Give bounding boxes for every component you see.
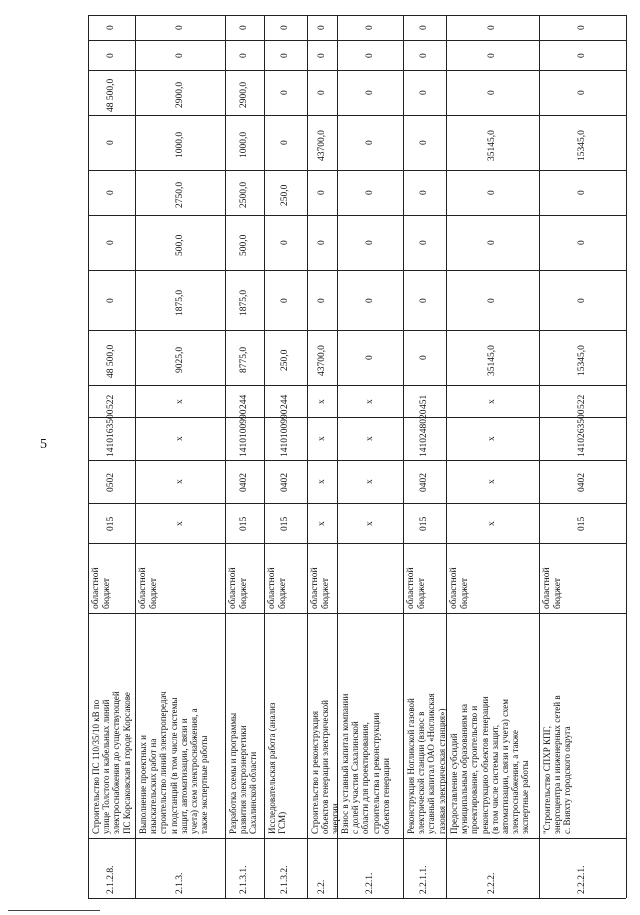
table-grid-line	[135, 15, 136, 898]
cell-name: Предоставление субсидий муниципальным образованиям на проектирование, строительство и реконструкцию объектов генерации (в том числе системы защит, автоматизации, связи и учета) схем электроснабжения, а также экспертные работы	[449, 696, 531, 834]
cell-y7: 0	[364, 25, 375, 31]
cell-y3: 0	[106, 190, 116, 196]
cell-y1: 0	[364, 297, 375, 303]
cell-c1: 015	[280, 516, 290, 531]
cell-y2: 0	[487, 240, 497, 246]
table-grid-line	[88, 15, 626, 16]
table-grid-line	[88, 215, 626, 216]
cell-source: областной бюджет	[310, 567, 331, 609]
cell-c2: 0502	[106, 472, 116, 492]
cell-c3: 1410163500	[106, 409, 116, 457]
cell-code: 2.2.1.1.	[419, 865, 429, 894]
cell-y5: 0	[419, 90, 429, 96]
cell-c4: 244	[280, 394, 290, 409]
cell-y2: 0	[106, 240, 116, 246]
cell-name: Строительство и реконструкция объектов генерации электрической энергии	[310, 700, 341, 834]
cell-y7: 0	[487, 25, 497, 31]
cell-c1: 015	[577, 516, 587, 531]
cell-y4: 43700,0	[316, 129, 327, 161]
cell-c4: х	[364, 398, 375, 404]
cell-y6: 0	[316, 52, 327, 58]
table-grid-line	[88, 40, 626, 41]
table-grid-line	[88, 385, 626, 386]
table-grid-line	[88, 543, 626, 544]
cell-y1: 1875,0	[239, 289, 249, 316]
cell-y3: 2750,0	[174, 181, 185, 209]
cell-name: Исследовательская работа (анализ ГСМ)	[267, 702, 288, 834]
cell-code: 2.1.2.8.	[106, 865, 116, 894]
budget-table	[88, 15, 626, 898]
table-grid-line	[225, 15, 226, 898]
cell-c1: 015	[239, 516, 249, 531]
table-grid-line	[88, 15, 89, 898]
cell-y1: 0	[316, 297, 327, 303]
cell-name: "Строительство СПХР КПГ, энергоцентра и инженерных сетей в с. Вияхту городского округа	[542, 695, 573, 834]
cell-y7: 0	[419, 25, 429, 31]
cell-y6: 0	[487, 52, 497, 58]
cell-c2: 0402	[577, 472, 587, 492]
cell-y1: 0	[106, 297, 116, 303]
cell-total: 15345,0	[577, 344, 587, 376]
cell-source: областной бюджет	[91, 567, 112, 609]
table-grid-line	[403, 15, 404, 898]
cell-total: 0	[364, 355, 375, 361]
cell-name: Разработка схемы и программы развития электроэнергетики Сахалинской области	[228, 712, 259, 834]
cell-c2: 0402	[239, 472, 249, 492]
cell-c3: х	[316, 436, 327, 442]
cell-source: областной бюджет	[228, 567, 249, 609]
cell-c3: 1410100990	[280, 409, 290, 457]
cell-y3: 0	[419, 190, 429, 196]
cell-y5: 48 500,0	[106, 78, 116, 112]
table-grid-line	[88, 503, 626, 504]
cell-code: 2.1.3.1.	[239, 865, 249, 894]
cell-y4: 0	[419, 140, 429, 146]
cell-y5: 0	[487, 90, 497, 96]
table-grid-line	[626, 15, 627, 898]
cell-y3: 250,0	[280, 184, 290, 206]
cell-y3: 0	[316, 190, 327, 196]
cell-c4: х	[316, 398, 327, 404]
cell-code: 2.1.3.2.	[280, 865, 290, 894]
cell-y5: 2900,0	[239, 81, 249, 109]
cell-code: 2.2.1.	[364, 872, 375, 894]
cell-c1: х	[174, 520, 185, 526]
cell-c2: х	[174, 479, 185, 485]
cell-y6: 0	[419, 52, 429, 58]
table-grid-line	[539, 15, 540, 898]
cell-total: 35145,0	[487, 344, 497, 376]
cell-y2: 0	[316, 240, 327, 246]
cell-name: Выполнение проектных и изыскательских работ на строительство линий электропередач и подстанций (в том числе системы защит, автоматизации, связи и учета) схем электроснабжения, а также экспертные работы	[138, 691, 210, 834]
cell-source: областной бюджет	[267, 567, 288, 609]
cell-c3: х	[174, 436, 185, 442]
cell-c3: 1410248020	[419, 409, 429, 457]
cell-c2: 0402	[280, 472, 290, 492]
cell-c1: х	[316, 520, 327, 526]
cell-code: 2.2.	[316, 879, 327, 894]
cell-y5: 0	[280, 90, 290, 96]
cell-total: 9025,0	[174, 346, 185, 374]
cell-y2: 500,0	[174, 234, 185, 256]
cell-y4: 0	[106, 140, 116, 146]
table-grid-line	[307, 15, 308, 898]
table-grid-line	[88, 460, 626, 461]
cell-source: областной бюджет	[449, 567, 470, 609]
cell-c2: х	[316, 479, 327, 485]
cell-c4: х	[487, 398, 497, 404]
cell-y3: 0	[364, 190, 375, 196]
cell-c3: х	[487, 436, 497, 442]
cell-y5: 0	[364, 90, 375, 96]
cell-total: 0	[419, 355, 429, 361]
cell-y7: 0	[106, 25, 116, 31]
cell-y6: 0	[364, 52, 375, 58]
cell-y1: 0	[419, 297, 429, 303]
cell-total: 43700,0	[316, 344, 327, 376]
table-grid-line	[88, 417, 626, 418]
table-grid-line	[88, 115, 626, 116]
cell-total: 250,0	[280, 349, 290, 371]
cell-y2: 0	[577, 240, 587, 246]
cell-y5: 2900,0	[174, 81, 185, 109]
footer-rule	[8, 910, 100, 911]
cell-name: Реконструкция Ногликской газовой электрической станции (взнос в уставный капитал ОАО «Ногликская газовая электрическая станция»)	[406, 693, 447, 834]
cell-code: 2.2.2.1.	[577, 865, 587, 894]
table-grid-line	[88, 613, 626, 614]
cell-name: Взнос в уставный капитал компании с долей участия Сахалинской области для проектирования, строительства и реконструкции объектов генерации	[340, 693, 391, 834]
cell-y7: 0	[280, 25, 290, 31]
cell-y1: 0	[280, 297, 290, 303]
cell-source: областной бюджет	[138, 567, 159, 609]
table-grid-line	[264, 15, 265, 898]
table-grid-line	[88, 898, 626, 899]
cell-y3: 2500,0	[239, 181, 249, 209]
cell-y5: 0	[316, 90, 327, 96]
cell-y4: 0	[280, 140, 290, 146]
cell-y4: 35145,0	[487, 129, 497, 161]
cell-c1: 015	[419, 516, 429, 531]
cell-c4: 522	[577, 394, 587, 409]
cell-y6: 0	[174, 52, 185, 58]
cell-y3: 0	[577, 190, 587, 196]
cell-y4: 0	[364, 140, 375, 146]
cell-y1: 0	[577, 297, 587, 303]
cell-total: 8775,0	[239, 346, 249, 374]
cell-y7: 0	[577, 25, 587, 31]
page-number: 5	[40, 437, 47, 452]
cell-y2: 500,0	[239, 234, 249, 256]
cell-source: областной бюджет	[542, 567, 563, 609]
cell-y2: 0	[280, 240, 290, 246]
table-grid-line	[88, 330, 626, 331]
cell-y2: 0	[419, 240, 429, 246]
cell-y6: 0	[106, 52, 116, 58]
cell-y4: 1000,0	[239, 131, 249, 159]
cell-c4: х	[174, 398, 185, 404]
cell-c3: х	[364, 436, 375, 442]
cell-y6: 0	[239, 52, 249, 58]
cell-y2: 0	[364, 240, 375, 246]
cell-c1: х	[364, 520, 375, 526]
cell-c4: 451	[419, 394, 429, 409]
cell-c2: х	[364, 479, 375, 485]
table-grid-line	[88, 170, 626, 171]
cell-c3: 1410100990	[239, 409, 249, 457]
cell-name: Строительство ПС 110/35/10 кВ по улице Толстого и кабельных линий электроснабжения до существующей ПС Корсаковская в городе Корсакове	[91, 691, 132, 834]
cell-y7: 0	[174, 25, 185, 31]
cell-c2: х	[487, 479, 497, 485]
cell-c4: 244	[239, 394, 249, 409]
cell-y1: 0	[487, 297, 497, 303]
cell-code: 2.1.3.	[174, 872, 185, 894]
table-grid-line	[88, 838, 626, 839]
cell-c1: 015	[106, 516, 116, 531]
cell-y6: 0	[577, 52, 587, 58]
table-grid-line	[88, 70, 626, 71]
cell-y6: 0	[280, 52, 290, 58]
cell-y1: 1875,0	[174, 289, 185, 316]
cell-total: 48 500,0	[106, 345, 116, 379]
cell-y3: 0	[487, 190, 497, 196]
cell-code: 2.2.2.	[487, 872, 497, 894]
cell-c3: 1410263500	[577, 409, 587, 457]
cell-c4: 522	[106, 394, 116, 409]
cell-c2: 0402	[419, 472, 429, 492]
cell-y7: 0	[316, 25, 327, 31]
table-grid-line	[88, 270, 626, 271]
cell-y5: 0	[577, 90, 587, 96]
cell-y4: 15345,0	[577, 129, 587, 161]
cell-y7: 0	[239, 25, 249, 31]
cell-c1: х	[487, 520, 497, 526]
cell-source: областной бюджет	[406, 567, 427, 609]
cell-y4: 1000,0	[174, 131, 185, 159]
